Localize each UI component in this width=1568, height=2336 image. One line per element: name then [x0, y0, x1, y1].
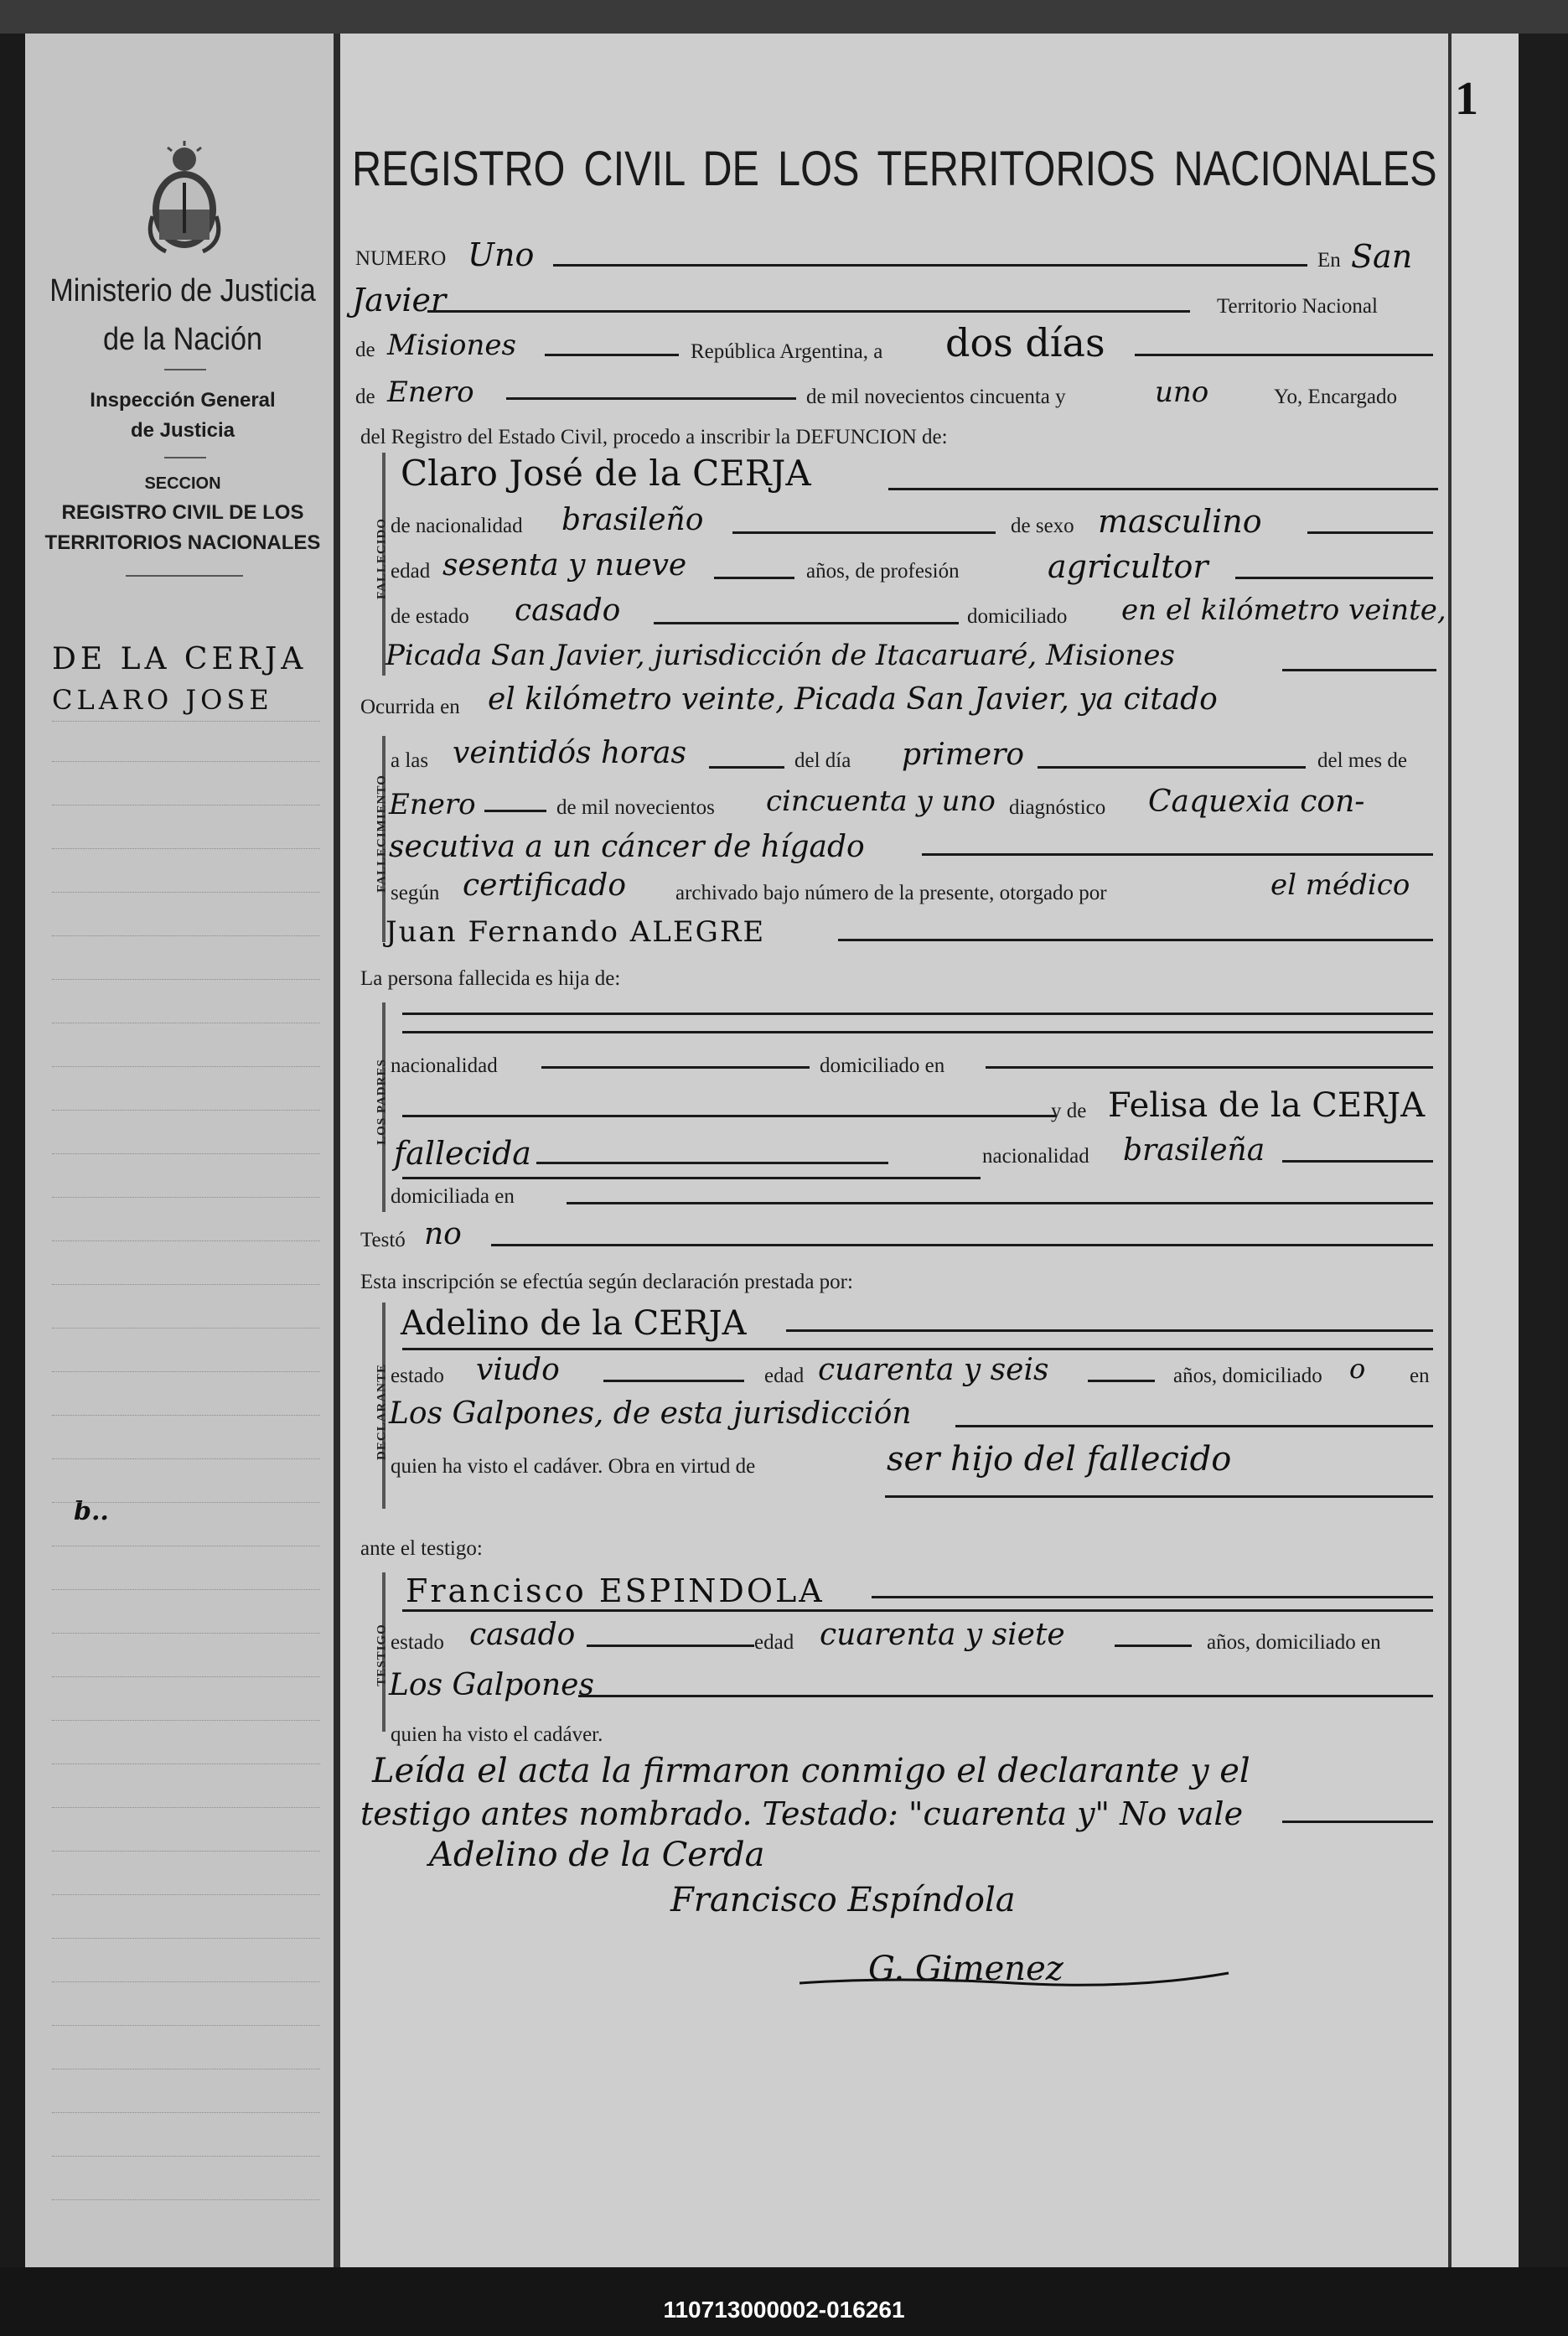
ministry-line-2: de la Nación: [102, 322, 263, 357]
testigo-quien-label: quien ha visto el cadáver.: [391, 1723, 603, 1746]
ministry-divider: [164, 369, 206, 370]
firma-encargado: G. Gimenez: [868, 1950, 1063, 1988]
mes-value: Enero: [387, 376, 474, 409]
testigo-edad-value: cuarenta y siete: [820, 1618, 1065, 1652]
firma-testigo: Francisco Espíndola: [670, 1881, 1016, 1919]
testo-value: no: [424, 1217, 462, 1251]
fallecido-nombre: Claro José de la CERJA: [401, 453, 811, 494]
fallecido-sexo-value: masculino: [1098, 503, 1262, 540]
left-panel-divider: [334, 34, 340, 2267]
y-de-label: y de: [1051, 1100, 1087, 1122]
diagnostico-value: Caquexia con-: [1148, 785, 1365, 819]
inspection-line-2: de Justicia: [130, 419, 235, 442]
book-spine: [1519, 34, 1568, 2336]
closing-line-1: Leída el acta la firmaron conmigo el declarante y el: [372, 1752, 1250, 1790]
fallecido-dom-value-2: Picada San Javier, jurisdicción de Itacaruaré, Misiones: [386, 639, 1175, 672]
margin-name-1: DE LA CERJA: [52, 642, 308, 676]
javier-value: Javier: [352, 282, 447, 319]
declarante-obra-value: ser hijo del fallecido: [887, 1440, 1232, 1479]
padre-nac-label: nacionalidad: [391, 1054, 498, 1077]
fallecido-prof-value: agricultor: [1048, 548, 1208, 585]
de-label: de: [355, 339, 375, 361]
domiciliada-label: domiciliada en: [391, 1185, 515, 1208]
fallecido-sexo-label: de sexo: [1011, 515, 1074, 537]
territorio-label: Territorio Nacional: [1217, 295, 1378, 318]
fallecido-edad-value: sesenta y nueve: [442, 548, 687, 583]
fallecido-edad-label: edad: [391, 560, 431, 583]
section-line-2: REGISTRO CIVIL DE LOS: [61, 501, 304, 524]
fallecimiento-anio-value: cincuenta y uno: [766, 785, 996, 818]
padres-side-label: LOS PADRES: [375, 1059, 389, 1145]
fallecimiento-side-label: FALLECIMIENTO: [375, 774, 389, 893]
declarante-en-label: en: [1410, 1365, 1430, 1387]
mil-label: de mil novecientos cincuenta y: [806, 386, 1066, 408]
signature-flourish: [796, 1958, 1232, 2000]
form-title: REGISTRO CIVIL DE LOS TERRITORIOS NACIONALES: [352, 142, 1437, 196]
footer-id: 110713000002-016261: [663, 2297, 905, 2323]
del-mes-label: del mes de: [1317, 749, 1407, 772]
dia-value: dos días: [945, 320, 1105, 365]
margin-name-2: CLARO JOSE: [52, 684, 273, 716]
intro-text: del Registro del Estado Civil, procedo a inscribir la DEFUNCION de:: [360, 426, 948, 448]
testigo-estado-value: casado: [469, 1618, 576, 1652]
horas-value: veintidós horas: [453, 736, 686, 770]
medico-value: Juan Fernando ALEGRE: [386, 915, 766, 949]
fallecido-estado-label: de estado: [391, 605, 469, 628]
testo-label: Testó: [360, 1229, 406, 1251]
section-line-3: TERRITORIOS NACIONALES: [44, 531, 321, 554]
testigo-edad-label: edad: [754, 1631, 794, 1654]
fallecido-side-label: FALLECIDO: [375, 517, 389, 600]
mil-novecientos-label: de mil novecientos: [556, 796, 715, 819]
segun-label: según: [391, 882, 440, 904]
diagnostico-value-2: secutiva a un cáncer de hígado: [389, 830, 865, 864]
ministry-line-1: Ministerio de Justicia: [49, 273, 316, 308]
testigo-dom-value: Los Galpones: [389, 1668, 594, 1702]
declarante-anios-label: años, domiciliado: [1173, 1365, 1322, 1387]
fallecimiento-mes-value: Enero: [389, 788, 476, 821]
ante-label: ante el testigo:: [360, 1537, 483, 1560]
firma-declarante: Adelino de la Cerda: [429, 1836, 765, 1874]
republica-label: República Argentina, a: [691, 340, 883, 363]
a-las-label: a las: [391, 749, 429, 772]
en-label: En: [1317, 249, 1341, 272]
fallecido-nac-value: brasileño: [561, 503, 704, 537]
page-number: 1: [1455, 73, 1478, 125]
fallecido-estado-value: casado: [515, 593, 621, 628]
mes-de-label: de: [355, 386, 375, 408]
inspection-divider: [164, 457, 206, 458]
declarante-edad-label: edad: [764, 1365, 805, 1387]
inspection-line-1: Inspección General: [90, 389, 276, 412]
numero-label: NUMERO: [355, 247, 447, 270]
segun-value: certificado: [463, 868, 627, 903]
declarante-estado-label: estado: [391, 1365, 444, 1387]
declarante-nombre: Adelino de la CERJA: [401, 1304, 747, 1343]
en-value: San: [1351, 238, 1413, 275]
fallecido-nac-label: de nacionalidad: [391, 515, 523, 537]
fallecido-dom-value: en el kilómetro veinte,: [1121, 593, 1446, 627]
fallecida-value: fallecida: [394, 1135, 531, 1172]
otorgado-value: el médico: [1270, 868, 1410, 902]
padre-dom-label: domiciliado en: [820, 1054, 945, 1077]
closing-line-2: testigo antes nombrado. Testado: "cuarenta y" No vale: [360, 1795, 1244, 1832]
fallecido-dom-label: domiciliado: [967, 605, 1068, 628]
testigo-side-label: TESTIGO: [375, 1624, 389, 1686]
testigo-anios-label: años, domiciliado en: [1207, 1631, 1381, 1654]
madre-nac-value: brasileña: [1123, 1133, 1265, 1168]
anio-value: uno: [1155, 376, 1209, 409]
declarante-quien-label: quien ha visto el cadáver. Obra en virtud de: [391, 1455, 756, 1478]
scan-top-edge: [0, 0, 1568, 34]
diagnostico-label: diagnóstico: [1009, 796, 1106, 819]
madre-value: Felisa de la CERJA: [1108, 1086, 1426, 1125]
margin-mark: b..: [74, 1497, 109, 1526]
testigo-estado-label: estado: [391, 1631, 444, 1654]
dia-primero-value: primero: [902, 738, 1025, 772]
declarante-dom-value: Los Galpones, de esta jurisdicción: [389, 1396, 912, 1431]
declarante-edad-value: cuarenta y seis: [818, 1353, 1049, 1387]
page-edge: [1452, 34, 1519, 2267]
de-value: Misiones: [387, 329, 516, 362]
declarante-estado-value: viudo: [476, 1353, 560, 1387]
ocurrida-value: el kilómetro veinte, Picada San Javier, ya citado: [488, 682, 1218, 717]
ocurrida-label: Ocurrida en: [360, 696, 460, 718]
del-dia-label: del día: [794, 749, 851, 772]
fallecido-prof-label: años, de profesión: [806, 560, 960, 583]
section-divider: [126, 575, 243, 577]
declaracion-label: Esta inscripción se efectúa según declaración prestada por:: [360, 1271, 853, 1293]
madre-nac-label: nacionalidad: [982, 1145, 1089, 1168]
section-label: SECCION: [144, 474, 221, 493]
coat-of-arms-icon: [141, 141, 228, 258]
declarante-side-label: DECLARANTE: [375, 1364, 389, 1461]
yo-label: Yo, Encargado: [1274, 386, 1397, 408]
padres-intro: La persona fallecida es hija de:: [360, 967, 621, 990]
numero-value: Uno: [468, 236, 535, 273]
declarante-anios-mark: o: [1349, 1353, 1366, 1385]
testigo-nombre: Francisco ESPINDOLA: [406, 1572, 825, 1609]
archivado-label: archivado bajo número de la presente, otorgado por: [675, 882, 1107, 904]
